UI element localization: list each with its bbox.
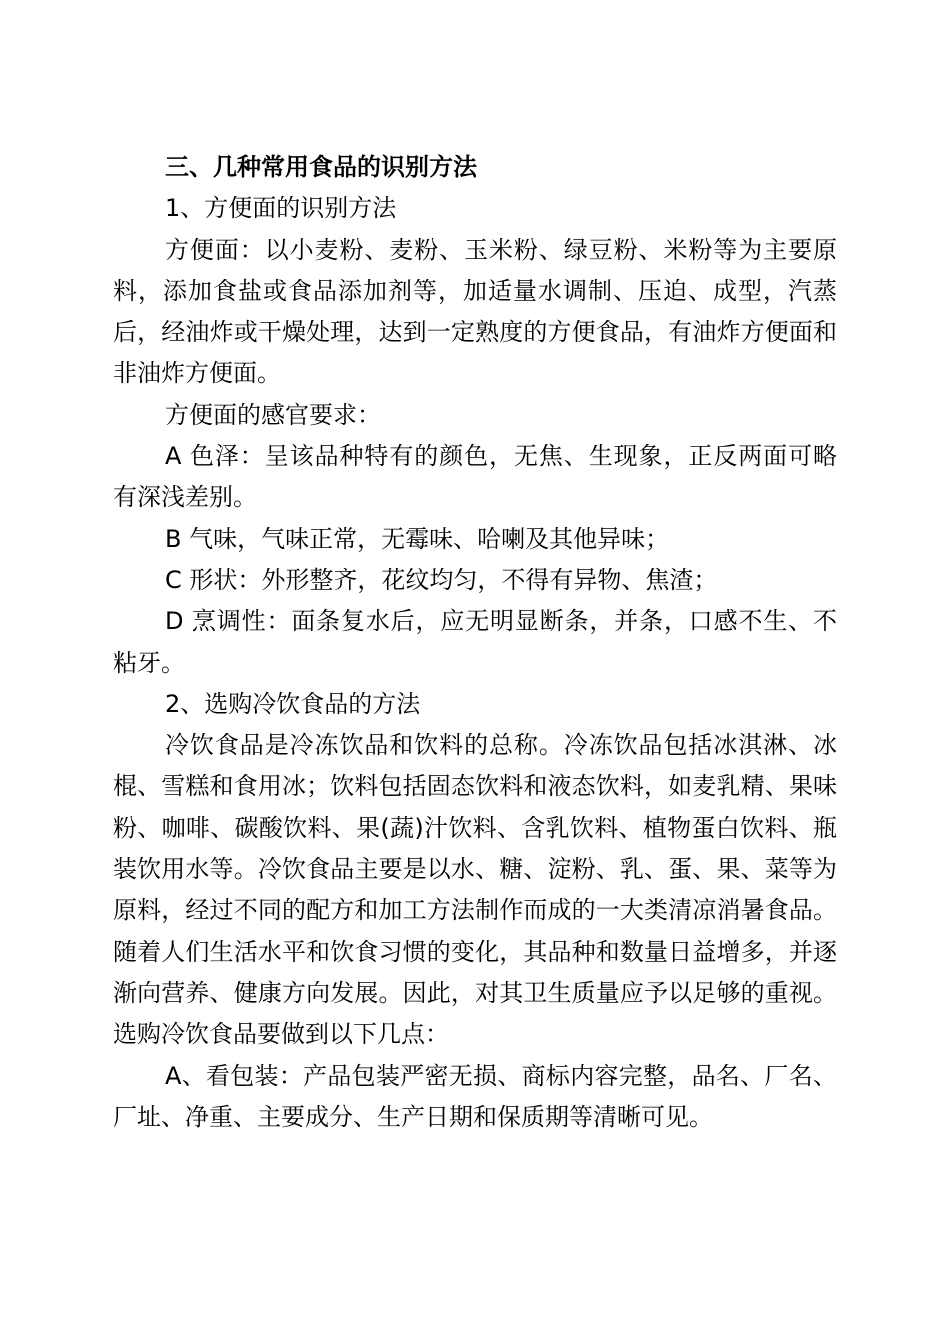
sensory-item-odor: B 气味，气味正常，无霉味、哈喇及其他异味； bbox=[165, 524, 670, 553]
paragraph-packaging: A、看包装：产品包装严密无损、商标内容完整，品名、厂名、厂址、净重、主要成分、生产日期和保质期等清晰可见。 bbox=[113, 1061, 837, 1131]
section-heading: 三、几种常用食品的识别方法 bbox=[165, 153, 477, 181]
sensory-item-shape: C 形状：外形整齐，花纹均匀，不得有异物、焦渣； bbox=[165, 565, 718, 594]
document-body bbox=[113, 147, 837, 1138]
subsection-title-cold-drinks: 2、选购冷饮食品的方法 bbox=[165, 689, 421, 718]
paragraph-sensory-intro: 方便面的感官要求： bbox=[165, 400, 381, 429]
paragraph-cold-drinks: 冷饮食品是冷冻饮品和饮料的总称。冷冻饮品包括冰淇淋、冰棍、雪糕和食用冰；饮料包括固态饮料和液态饮料，如麦乳精、果味粉、咖啡、碳酸饮料、果(蔬)汁饮料、含乳饮料、植物蛋白饮料、瓶装饮用水等。冷饮食品主要是以水、糖、淀粉、乳、蛋、果、菜等为原料，经过不同的配方和加工方法制作而成的一大类清凉消暑食品。随着人们生活水平和饮食习惯的变化，其品种和数量日益增多，并逐渐向营养、健康方向发展。因此，对其卫生质量应予以足够的重视。选购冷饮食品要做到以下几点： bbox=[113, 731, 837, 1049]
subsection-title-instant-noodles: 1、方便面的识别方法 bbox=[165, 194, 397, 223]
sensory-item-cooking: D 烹调性：面条复水后，应无明显断条，并条，口感不生、不粘牙。 bbox=[113, 607, 837, 677]
paragraph-instant-noodles-definition: 方便面：以小麦粉、麦粉、玉米粉、绿豆粉、米粉等为主要原料，添加食盐或食品添加剂等，加适量水调制、压迫、成型，汽蒸后，经油炸或干燥处理，达到一定熟度的方便食品，有油炸方便面和非油炸方便面。 bbox=[113, 235, 837, 388]
sensory-item-color: A 色泽：呈该品种特有的颜色，无焦、生现象，正反两面可略有深浅差别。 bbox=[113, 442, 837, 512]
